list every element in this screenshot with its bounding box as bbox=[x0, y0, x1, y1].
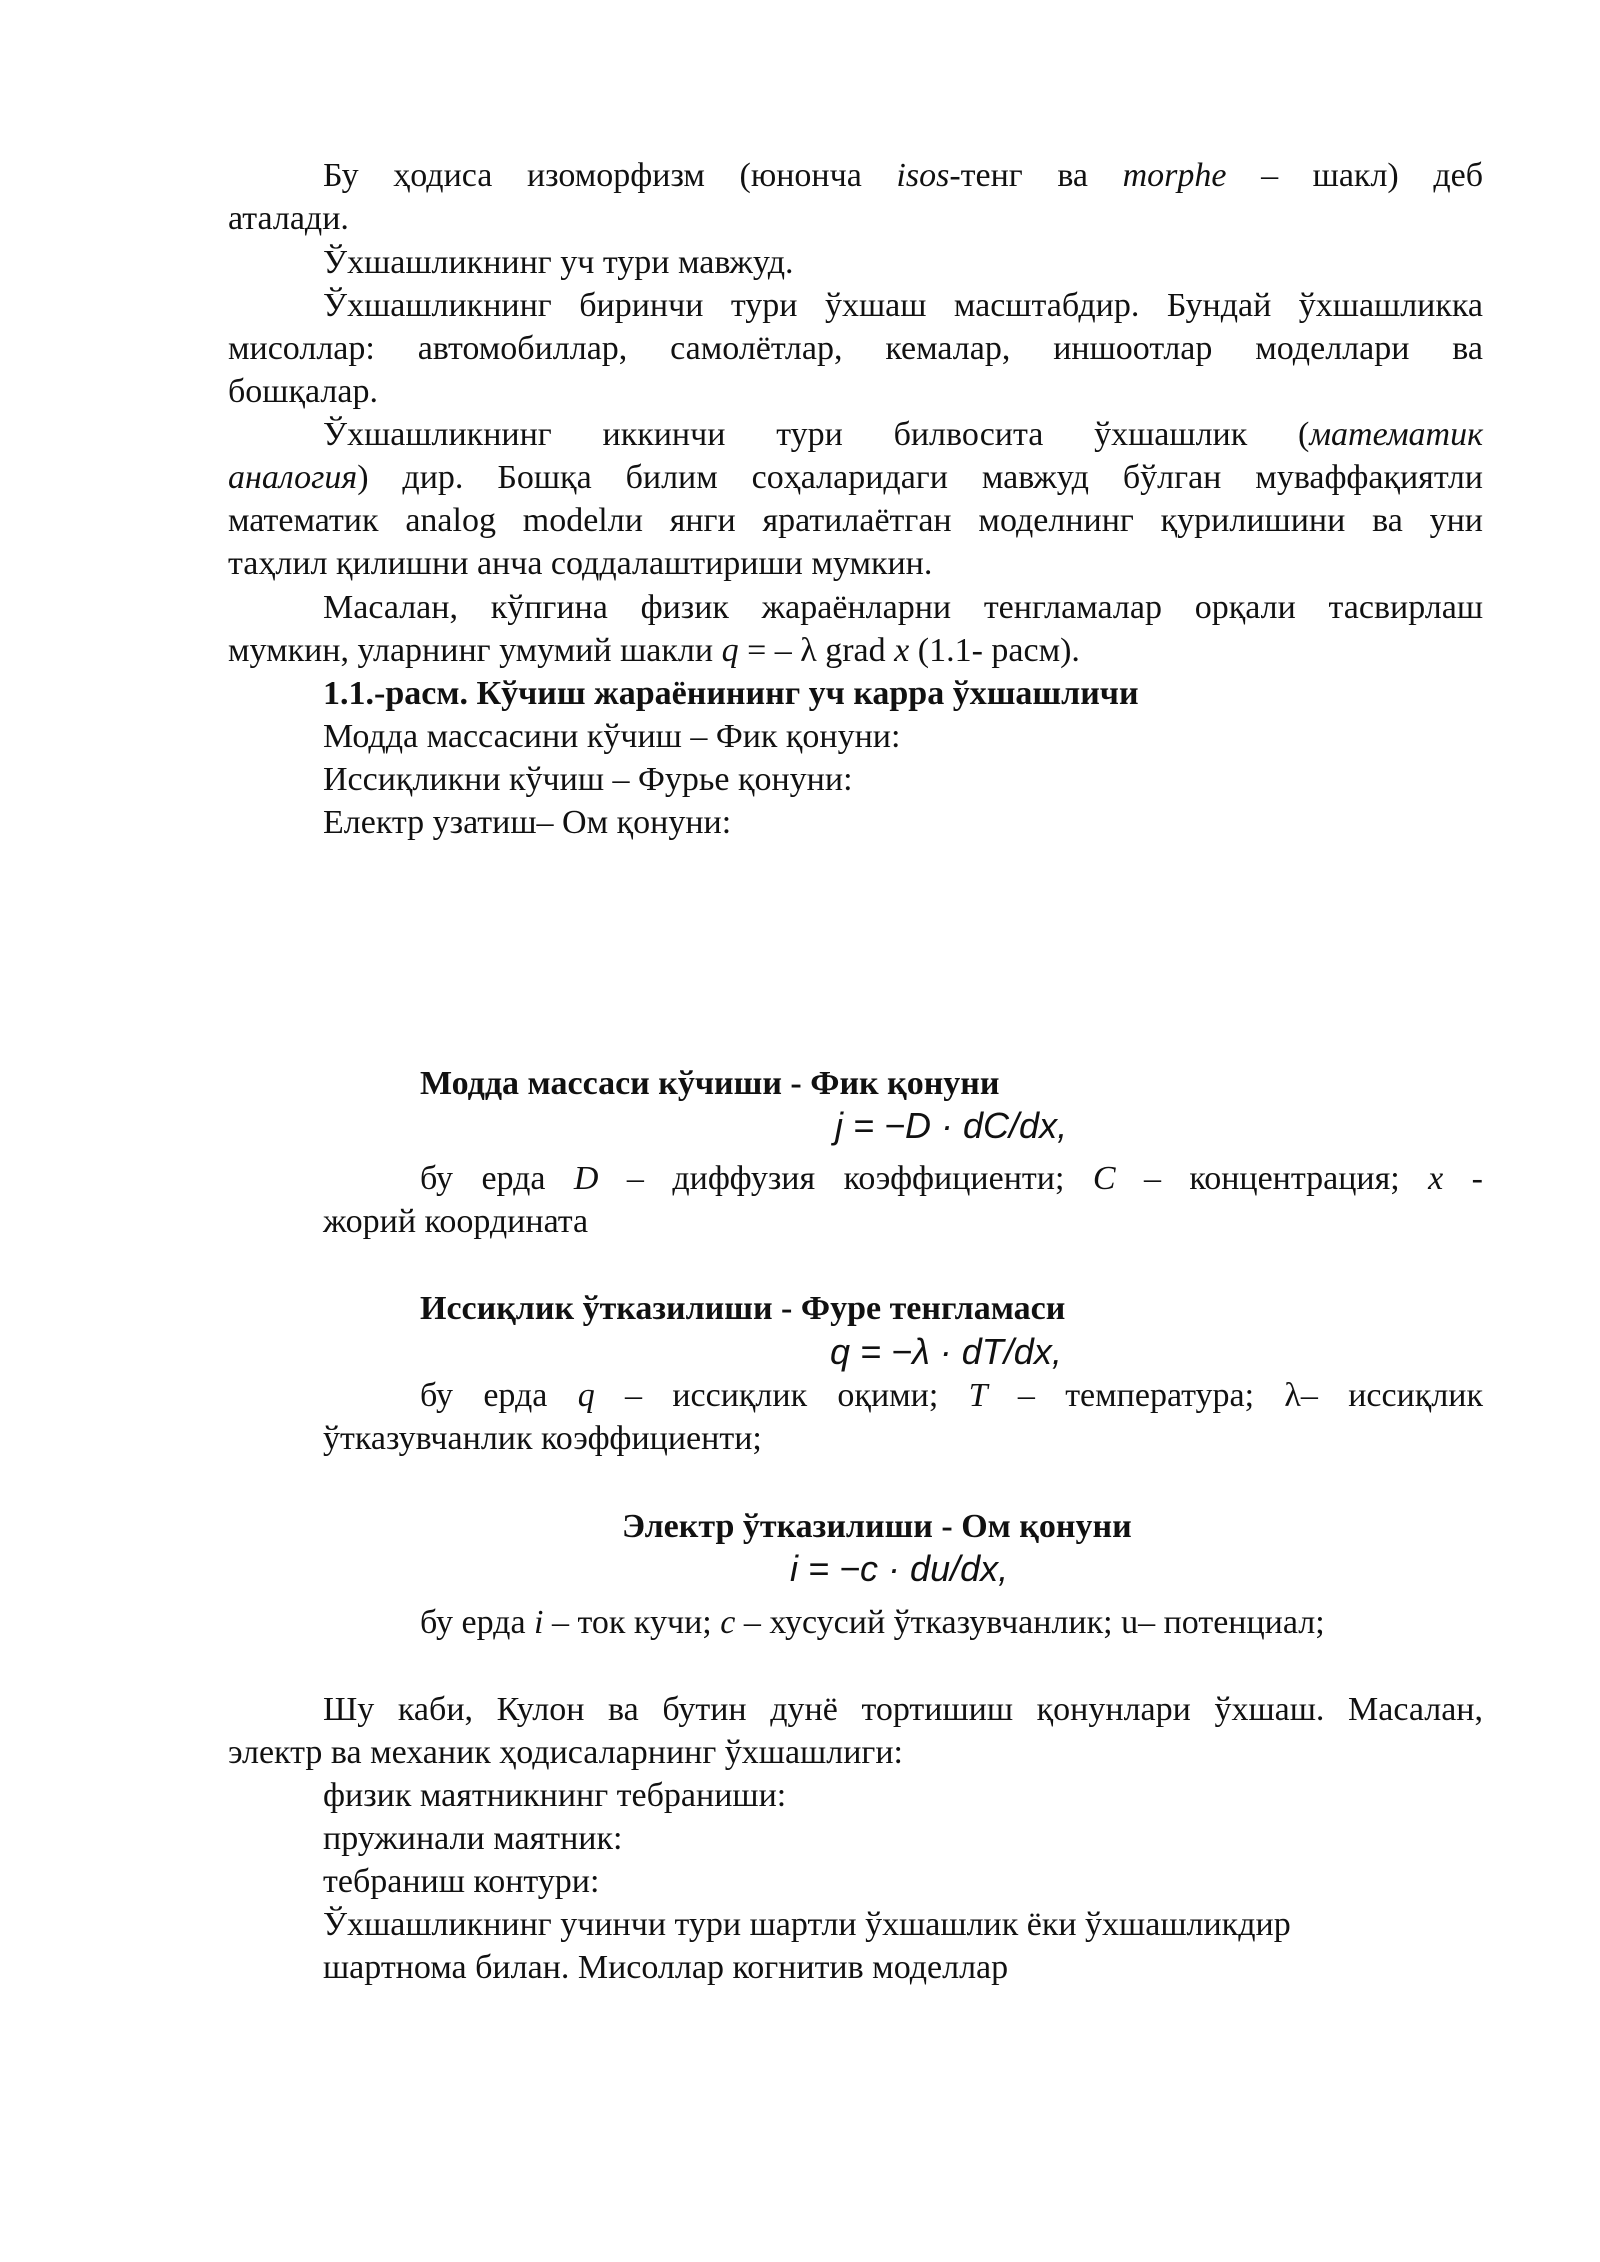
text-line: электр ва механик ҳодисаларнинг ўхшашлиги: bbox=[228, 1734, 903, 1771]
section-heading-fourier: Иссиқлик ўтказилиши - Фуре тенгламаси bbox=[420, 1290, 1066, 1327]
text-span: – температура; λ– иссиқлик bbox=[987, 1377, 1483, 1414]
text-span: ) дир. Бошқа билим соҳаларидаги мавжуд бўлган муваффақиятли bbox=[357, 459, 1483, 496]
text-span: – шакл) деб bbox=[1226, 157, 1484, 194]
equation-fick: j = −D · dC/dx, bbox=[835, 1105, 1068, 1146]
text-span: – концентрация; bbox=[1115, 1160, 1429, 1197]
italic-symbol: c bbox=[720, 1604, 736, 1641]
text-line bbox=[420, 1603, 1325, 1643]
text-line: Електр узатиш– Ом қонуни: bbox=[323, 804, 732, 841]
italic-symbol: T bbox=[968, 1377, 988, 1414]
text-span: – ток кучи; bbox=[543, 1604, 721, 1641]
text-span: – хусусий ўтказувчанлик; u– потенциал; bbox=[735, 1604, 1325, 1641]
italic-symbol: q bbox=[577, 1377, 595, 1414]
section-heading-ohm: Электр ўтказилиши - Ом қонуни bbox=[622, 1508, 1132, 1545]
italic-symbol: q bbox=[721, 632, 739, 669]
text-line bbox=[323, 156, 1483, 196]
text-line bbox=[420, 1376, 1483, 1416]
text-span: (1.1- расм). bbox=[909, 632, 1080, 669]
text-line: бошқалар. bbox=[228, 373, 378, 410]
text-line: жорий координата bbox=[323, 1203, 589, 1240]
text-line: Ўхшашликнинг уч тури мавжуд. bbox=[323, 244, 794, 281]
italic-symbol: C bbox=[1092, 1160, 1116, 1197]
text-line: Ўхшашликнинг учинчи тури шартли ўхшашлик ёки ўхшашликдир bbox=[323, 1906, 1291, 1943]
text-line: пружинали маятник: bbox=[323, 1820, 623, 1857]
equation-fourier: q = −λ · dT/dx, bbox=[830, 1331, 1062, 1372]
text-span: Бу ҳодиса изоморфизм (юнонча bbox=[323, 157, 897, 194]
italic-term: математик bbox=[1309, 416, 1483, 453]
section-heading-fick: Модда массаси кўчиши - Фик қонуни bbox=[420, 1065, 1000, 1102]
text-line: Масалан, кўпгина физик жараёнларни тенгламалар орқали тасвирлаш bbox=[323, 589, 1483, 626]
text-line: шартнома билан. Мисоллар когнитив моделлар bbox=[323, 1949, 1009, 1986]
text-span: – диффузия коэффициенти; bbox=[598, 1160, 1093, 1197]
italic-symbol: D bbox=[573, 1160, 599, 1197]
italic-symbol: x bbox=[894, 632, 910, 669]
text-line bbox=[420, 1159, 1483, 1199]
italic-symbol: x bbox=[1428, 1160, 1444, 1197]
text-line: тебраниш контури: bbox=[323, 1863, 600, 1900]
text-span: - bbox=[1443, 1160, 1484, 1197]
text-span: = – λ grad bbox=[738, 632, 895, 669]
equation-ohm: i = −c · du/dx, bbox=[790, 1548, 1009, 1589]
text-line bbox=[228, 458, 1483, 498]
text-line: Иссиқликни кўчиш – Фурье қонуни: bbox=[323, 761, 853, 798]
text-line: ўтказувчанлик коэффициенти; bbox=[323, 1420, 762, 1457]
text-line: аталади. bbox=[228, 200, 349, 237]
text-line: Модда массасини кўчиш – Фик қонуни: bbox=[323, 718, 901, 755]
text-span: бу ерда bbox=[420, 1160, 574, 1197]
text-line: математик analog modelли янги яратилаётган моделнинг қурилишини ва уни bbox=[228, 502, 1483, 539]
text-line: Ўхшашликнинг биринчи тури ўхшаш масштабдир. Бундай ўхшашликка bbox=[323, 287, 1483, 324]
figure-caption: 1.1.-расм. Кўчиш жараёнининг уч карра ўхшашличи bbox=[323, 675, 1139, 712]
text-span: -тенг ва bbox=[949, 157, 1123, 194]
text-line: физик маятникнинг тебраниши: bbox=[323, 1777, 787, 1814]
italic-term: isos bbox=[896, 157, 950, 194]
italic-symbol: i bbox=[534, 1604, 544, 1641]
text-line: Шу каби, Кулон ва бутин дунё тортишиш қонунлари ўхшаш. Масалан, bbox=[323, 1691, 1483, 1728]
text-line: мисоллар: автомобиллар, самолётлар, кемалар, иншоотлар моделлари ва bbox=[228, 330, 1483, 367]
italic-term: morphe bbox=[1122, 157, 1227, 194]
text-span: бу ерда bbox=[420, 1604, 535, 1641]
text-span: Ўхшашликнинг иккинчи тури билвосита ўхшашлик ( bbox=[323, 416, 1310, 453]
text-span: – иссиқлик оқими; bbox=[594, 1377, 969, 1414]
italic-term: аналогия bbox=[228, 459, 358, 496]
text-line bbox=[228, 631, 1080, 671]
text-span: бу ерда bbox=[420, 1377, 578, 1414]
text-span: мумкин, уларнинг умумий шакли bbox=[228, 632, 722, 669]
text-line bbox=[323, 415, 1483, 455]
text-line: таҳлил қилишни анча соддалаштириши мумкин. bbox=[228, 545, 933, 582]
